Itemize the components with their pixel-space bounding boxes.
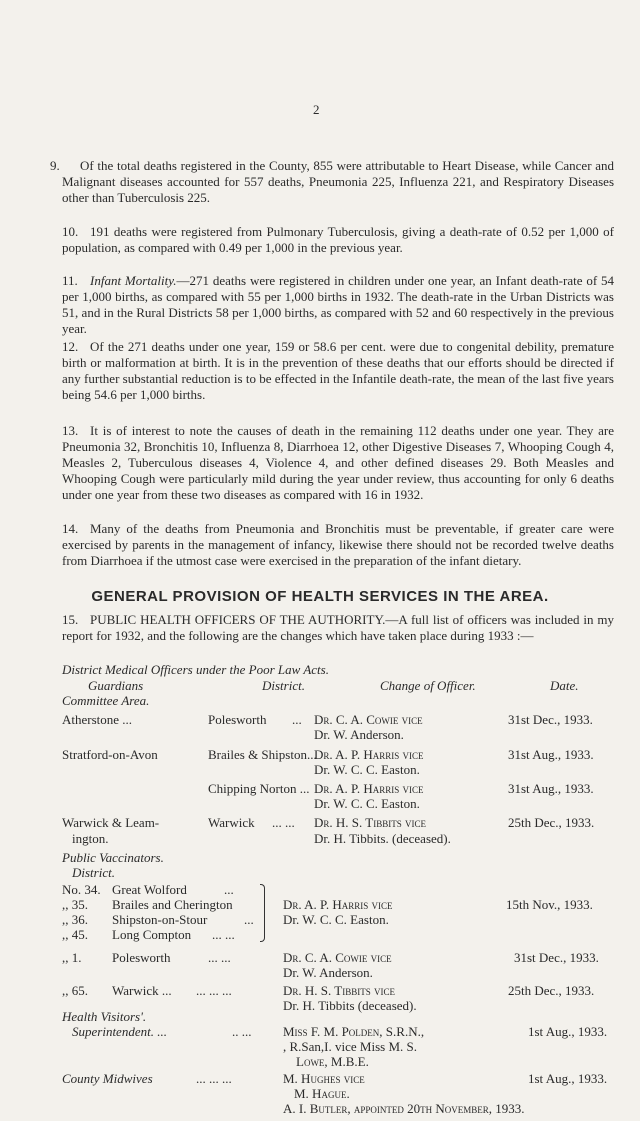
row-change-2: Dr. W. C. C. Easton. bbox=[314, 796, 420, 811]
pv-row-name: Long Compton bbox=[112, 927, 192, 942]
hv-line-1: Miss F. M. Polden, S.R.N., bbox=[283, 1024, 425, 1039]
para-text: 191 deaths were registered from Pulmonary Tuberculosis, giving a death-rate of 0.52 per 1,000 of population, as compared with 0.49 per 1,000 in the previous year. bbox=[62, 224, 614, 255]
row-area: Stratford-on-Avon bbox=[62, 747, 158, 762]
pv-row-dots: ... bbox=[224, 882, 234, 897]
col-header-guardians: Guardians bbox=[88, 678, 144, 693]
para-text: Many of the deaths from Pneumonia and Bronchitis must be preventable, if greater care were exercised by parents in the management of infancy, likewise there should not be recorded twelve deaths from Diarrhoea if the utmost case were exercised in the preparation of the infant dietary. bbox=[62, 521, 614, 568]
row-dots: ... bbox=[292, 712, 302, 727]
row-area: Atherstone ... bbox=[62, 712, 133, 727]
pv-row-dots: ... ... ... bbox=[196, 983, 232, 998]
row-change-1: Dr. A. P. Harris vice bbox=[314, 747, 424, 762]
pv-group-change-2: Dr. W. C. C. Easton. bbox=[283, 912, 389, 927]
row-change-1: Dr. A. P. Harris vice bbox=[314, 781, 424, 796]
para-number: 15. bbox=[62, 612, 79, 627]
hv-date: 1st Aug., 1933. bbox=[528, 1024, 608, 1039]
pv-row-no: ,, 1. bbox=[62, 950, 82, 965]
row-change-2: Dr. W. C. C. Easton. bbox=[314, 762, 420, 777]
para-number: 14. bbox=[62, 521, 79, 536]
pv-group-date: 15th Nov., 1933. bbox=[506, 897, 593, 912]
row-district: Polesworth bbox=[208, 712, 267, 727]
row-district: Chipping Norton ... bbox=[208, 781, 310, 796]
pv-row-name: Shipston-on-Stour bbox=[112, 912, 208, 927]
row-date: 31st Dec., 1933. bbox=[508, 712, 593, 727]
pv-war-change-2: Dr. H. Tibbits (deceased). bbox=[283, 998, 417, 1013]
para-text: Of the 271 deaths under one year, 159 or 58.6 per cent. were due to congenital debility, premature birth or malformation at birth. It is in the prevention of these deaths that our efforts should be directed if any further substantial reduction is to be effected in the Infantile death-rate, the mean of the last five years being 54.6 per 1,000 births. bbox=[62, 339, 614, 402]
para-lead: Infant Mortality. bbox=[90, 273, 177, 288]
pv-row-name: Polesworth bbox=[112, 950, 171, 965]
cm-dots: ... ... ... bbox=[196, 1071, 232, 1086]
hv-line-3: Lowe, M.B.E. bbox=[296, 1054, 369, 1069]
group-brace bbox=[260, 884, 265, 942]
row-district: Warwick bbox=[208, 815, 255, 830]
row-change-1: Dr. H. S. Tibbits vice bbox=[314, 815, 426, 830]
pv-row-name: Warwick ... bbox=[112, 983, 172, 998]
row-area-cont: ington. bbox=[72, 831, 109, 846]
hv-label: Superintendent. ... bbox=[72, 1024, 167, 1039]
row-change-2: Dr. W. Anderson. bbox=[314, 727, 404, 742]
pv-row-no: ,, 35. bbox=[62, 897, 88, 912]
hv-dots: .. ... bbox=[232, 1024, 252, 1039]
cm-date: 1st Aug., 1933. bbox=[528, 1071, 608, 1086]
pv-row-no: No. 34. bbox=[62, 882, 101, 897]
para-number: 11. bbox=[62, 273, 78, 288]
row-date: 31st Aug., 1933. bbox=[508, 747, 594, 762]
row-date: 25th Dec., 1933. bbox=[508, 815, 595, 830]
pv-pol-change-1: Dr. C. A. Cowie vice bbox=[283, 950, 392, 965]
row-change-2: Dr. H. Tibbits. (deceased). bbox=[314, 831, 451, 846]
pv-pol-change-2: Dr. W. Anderson. bbox=[283, 965, 373, 980]
para-text: It is of interest to note the causes of death in the remaining 112 deaths under one year. They are Pneumonia 32, Bronchitis 10, Influenza 8, Diarrhoea 12, other Digestive Diseases 7, Whooping Cough 4, Measles 2, Tuberculous diseases 4, Violence 4, and other defined diseases 29. Both Measles and Whooping Cough were particularly mild during the year under review, thus accounting for only 6 deaths under one year from these two diseases as compared with 16 in 1932. bbox=[62, 423, 614, 502]
pv-row-name: Great Wolford bbox=[112, 882, 187, 897]
pv-row-dots: ... ... bbox=[208, 950, 231, 965]
pv-war-change-1: Dr. H. S. Tibbits vice bbox=[283, 983, 395, 998]
pv-row-name: Brailes and Cherington bbox=[112, 897, 233, 912]
para-text: PUBLIC HEALTH OFFICERS OF THE AUTHORITY.—A full list of officers was included in my report for 1932, and the following are the changes which have taken place during 1933 :— bbox=[62, 612, 614, 643]
para-text bbox=[62, 273, 614, 337]
col-header-committee: Committee Area. bbox=[62, 693, 150, 708]
para-number: 13. bbox=[62, 423, 79, 438]
pv-district-label: District. bbox=[72, 865, 115, 880]
cm-line-2: M. Hague. bbox=[294, 1086, 350, 1101]
row-dots: ... ... bbox=[272, 815, 295, 830]
pv-pol-date: 31st Dec., 1933. bbox=[514, 950, 599, 965]
pv-title: Public Vaccinators. bbox=[62, 850, 164, 865]
pv-row-no: ,, 36. bbox=[62, 912, 88, 927]
cm-label: County Midwives bbox=[62, 1071, 153, 1086]
pv-row-dots: ... bbox=[244, 912, 254, 927]
pv-row-no: ,, 45. bbox=[62, 927, 88, 942]
hv-title: Health Visitors'. bbox=[62, 1009, 147, 1024]
cm-line-1: M. Hughes vice bbox=[283, 1071, 365, 1086]
pv-row-no: ,, 65. bbox=[62, 983, 88, 998]
page-number: 2 bbox=[313, 102, 320, 117]
row-district: Brailes & Shipston... bbox=[208, 747, 317, 762]
row-area: Warwick & Leam- bbox=[62, 815, 160, 830]
para-number: 12. bbox=[62, 339, 79, 354]
section-heading: GENERAL PROVISION OF HEALTH SERVICES IN THE AREA. bbox=[91, 588, 549, 605]
pv-group-change-1: Dr. A. P. Harris vice bbox=[283, 897, 393, 912]
col-header-date: Date. bbox=[550, 678, 579, 693]
pv-row-dots: ... ... bbox=[212, 927, 235, 942]
para-body: —271 deaths were registered in children under one year, an Infant death-rate of 54 per 1,000 births, as compared with 55 per 1,000 births in 1932. The death-rate in the Urban Districts was 51, and in the Rural Districts 58 per 1,000 births, as compared with 52 and 60 respectively in the previous year. bbox=[62, 273, 614, 336]
dmo-title: District Medical Officers under the Poor Law Acts. bbox=[62, 662, 329, 677]
row-change-1: Dr. C. A. Cowie vice bbox=[314, 712, 423, 727]
hv-line-2: , R.San,I. vice Miss M. S. bbox=[283, 1039, 417, 1054]
col-header-change: Change of Officer. bbox=[380, 678, 476, 693]
pv-war-date: 25th Dec., 1933. bbox=[508, 983, 595, 998]
cm-line-3: A. I. Butler, appointed 20th November, 1933. bbox=[283, 1101, 525, 1116]
row-date: 31st Aug., 1933. bbox=[508, 781, 594, 796]
para-number: 10. bbox=[62, 224, 79, 239]
para-number: 9. bbox=[50, 158, 60, 173]
para-text: Of the total deaths registered in the County, 855 were attributable to Heart Disease, while Cancer and Malignant diseases accounted for 557 deaths, Pneumonia 225, Influenza 221, and Respiratory Diseases other than Tuberculosis 225. bbox=[62, 158, 614, 205]
col-header-district: District. bbox=[262, 678, 305, 693]
